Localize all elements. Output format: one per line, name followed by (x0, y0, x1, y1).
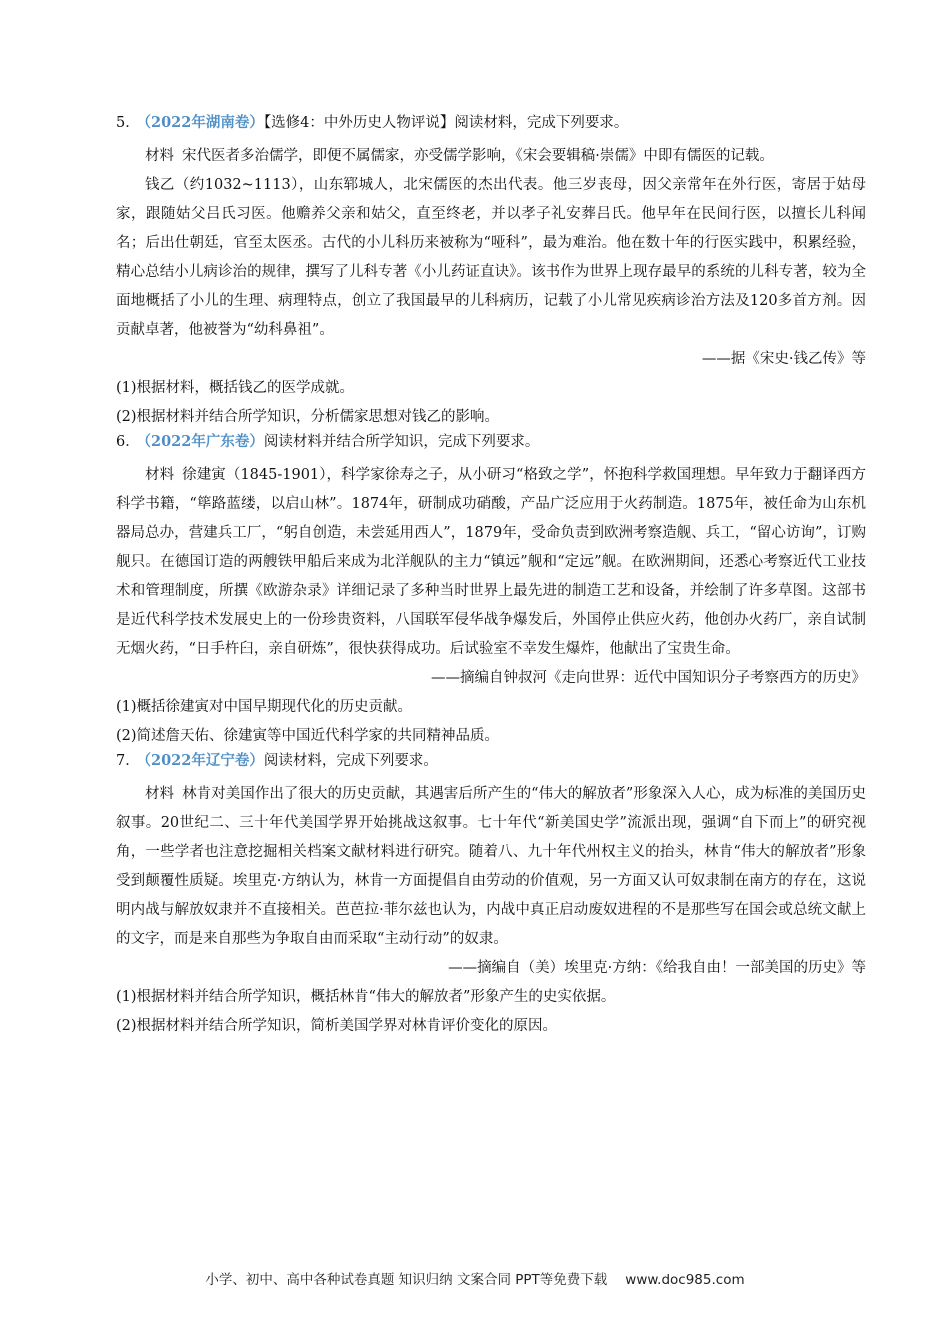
question-header (116, 432, 866, 461)
question-number: 6． (116, 434, 140, 450)
question-task: (2)根据材料并结合所学知识，分析儒家思想对钱乙的影响。 (116, 409, 500, 425)
page-footer (0, 1268, 950, 1288)
question-task: (1)概括徐建寅对中国早期现代化的历史贡献。 (116, 699, 413, 715)
material-text: 钱乙（约1032~1113），山东郓城人，北宋儒医的杰出代表。他三岁丧母，因父亲常年在外行医，寄居于姑母家，跟随姑父吕氏习医。他赡养父亲和姑父，直至终老，并以孝子礼安葬吕氏。他早年在民间行医，以擅长儿科闻名；后出仕朝廷，官至太医丞。古代的小儿科历来被称为“哑科”，最为难治。他在数十年的行医实践中，积累经验，精心总结小儿病诊治的规律，撰写了儿科专著《小儿药证直诀》。该书作为世界上现存最早的系统的儿科专著，较为全面地概括了小儿的生理、病理特点，创立了我国最早的儿科病历，记载了小儿常见疾病诊治方法及120多首方剂。因贡献卓著，他被誉为“幼科鼻祖”。 (116, 177, 866, 338)
question-prompt: 阅读材料并结合所学知识，完成下列要求。 (263, 434, 540, 450)
question-prompt: 阅读材料，完成下列要求。 (263, 753, 438, 769)
question-task: (2)根据材料并结合所学知识，简析美国学界对林肯评价变化的原因。 (116, 1018, 558, 1034)
question-header (116, 751, 866, 780)
material-citation: ——摘编自（美）埃里克·方纳：《给我自由！一部美国的历史》等 (448, 960, 866, 976)
footer-site-link[interactable]: www.doc985.com (625, 1272, 745, 1288)
question-5 (116, 113, 866, 432)
question-prompt: 【选修4：中外历史人物评说】阅读材料，完成下列要求。 (263, 115, 629, 131)
material-label: 材料 (145, 786, 175, 802)
footer-text: 小学、初中、高中各种试卷真题 知识归纳 文案合同 PPT等免费下载 (205, 1272, 608, 1288)
material-label: 材料 (145, 148, 174, 164)
question-header (116, 113, 866, 142)
material-text: 林肯对美国作出了很大的历史贡献，其遇害后所产生的“伟大的解放者”形象深入人心，成为标准的美国历史叙事。20世纪二、三十年代美国学界开始挑战这叙事。七十年代“新美国史学”流派出现，强调“自下而上”的研究视角，一些学者也注意挖掘相关档案文献材料进行研究。随着八、九十年代州权主义的抬头，林肯“伟大的解放者”形象受到颠覆性质疑。埃里克·方纳认为，林肯一方面提倡自由劳动的价值观，另一方面又认可奴隶制在南方的存在，这说明内战与解放奴隶并不直接相关。芭芭拉·菲尔兹也认为，内战中真正启动废奴进程的不是那些写在国会或总统文献上的文字，而是来自那些为争取自由而采取“主动行动”的奴隶。 (116, 786, 866, 947)
material-text: 宋代医者多治儒学，即便不属儒家，亦受儒学影响，《宋会要辑稿·崇儒》中即有儒医的记载。 (182, 148, 774, 164)
material-label: 材料 (145, 467, 175, 483)
material-paragraph (116, 461, 866, 664)
question-number: 7． (116, 753, 140, 769)
question-number: 5． (116, 115, 140, 131)
question-task: (1)根据材料，概括钱乙的医学成就。 (116, 380, 355, 396)
material-paragraph (116, 171, 866, 345)
material-text: 徐建寅（1845-1901），科学家徐寿之子，从小研习“格致之学”，怀抱科学救国理想。早年致力于翻译西方科学书籍，“筚路蓝缕，以启山林”。1874年，研制成功硝酸，产品广泛应用于火药制造。1875年，被任命为山东机器局总办，营建兵工厂，“躬自创造，未尝延用西人”，1879年，受命负责到欧洲考察造舰、兵工，“留心访询”，订购舰只。在德国订造的两艘铁甲船后来成为北洋舰队的主力“镇远”舰和“定远”舰。在欧洲期间，还悉心考察近代工业技术和管理制度，所撰《欧游杂录》详细记录了多种当时世界上最先进的制造工艺和设备，并绘制了许多草图。这部书是近代科学技术发展史上的一份珍贵资料，八国联军侵华战争爆发后，外国停止供应火药，他创办火药厂，亲自试制无烟火药，“日手杵臼，亲自研炼”，很快获得成功。后试验室不幸发生爆炸，他献出了宝贵生命。 (116, 467, 867, 657)
question-source: （2022年辽宁卷） (143, 752, 264, 769)
question-source: （2022年广东卷） (143, 433, 264, 450)
material-paragraph (116, 780, 866, 954)
page-content (116, 113, 866, 1041)
material-paragraph (116, 142, 866, 171)
question-task: (2)简述詹天佑、徐建寅等中国近代科学家的共同精神品质。 (116, 728, 500, 744)
question-source: （2022年湖南卷） (143, 114, 264, 131)
question-7 (116, 751, 866, 1041)
question-task: (1)根据材料并结合所学知识，概括林肯“伟大的解放者”形象产生的史实依据。 (116, 989, 616, 1005)
question-6 (116, 432, 866, 751)
material-citation: ——摘编自钟叔河《走向世界：近代中国知识分子考察西方的历史》 (431, 670, 866, 686)
material-citation: ——据《宋史·钱乙传》等 (701, 351, 866, 367)
